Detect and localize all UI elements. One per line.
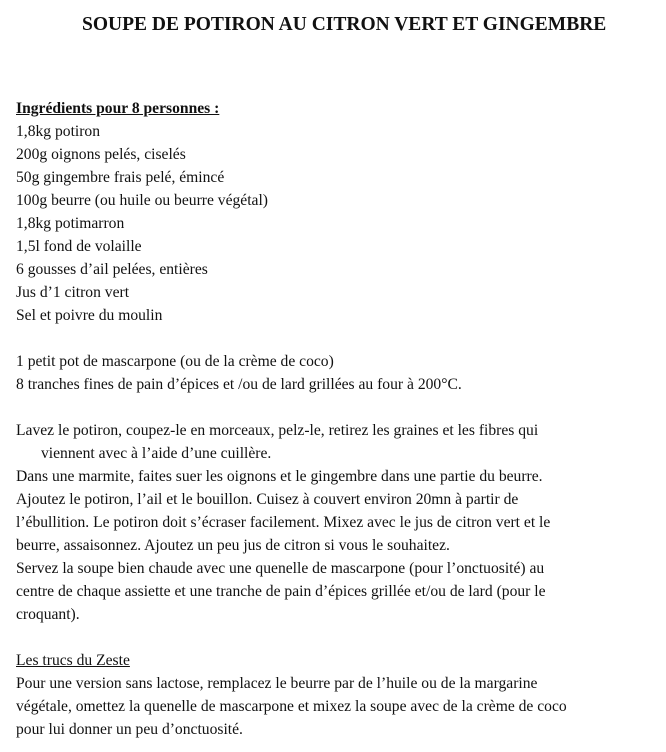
- ingredient-extra: 1 petit pot de mascarpone (ou de la crème de coco): [16, 353, 334, 370]
- ingredients-heading-line: [16, 97, 656, 120]
- instruction-line: Dans une marmite, faites suer les oignons et le gingembre dans une partie du beurre.: [16, 468, 543, 485]
- instruction-line: Servez la soupe bien chaude avec une quenelle de mascarpone (pour l’onctuosité) au: [16, 560, 545, 577]
- instruction-line: l’ébullition. Le potiron doit s’écraser facilement. Mixez avec le jus de citron vert et le: [16, 514, 551, 531]
- ingredient-item: 1,8kg potimarron: [16, 215, 125, 232]
- tip-line: végétale, omettez la quenelle de mascarpone et mixez la soupe avec de la crème de coco: [16, 698, 567, 715]
- tips-heading-line: [16, 649, 656, 672]
- instruction-line: beurre, assaisonnez. Ajoutez un peu jus de citron si vous le souhaitez.: [16, 537, 450, 554]
- spacer: [16, 327, 656, 350]
- ingredient-item: 1,8kg potiron: [16, 123, 101, 140]
- spacer: [16, 396, 656, 419]
- ingredient-item: Jus d’1 citron vert: [16, 284, 130, 301]
- ingredient-extra: 8 tranches fines de pain d’épices et /ou de lard grillées au four à 200°C.: [16, 376, 462, 393]
- instruction-line: centre de chaque assiette et une tranche de pain d’épices grillée et/ou de lard (pour le: [16, 583, 546, 600]
- tip-line: Pour une version sans lactose, remplacez le beurre par de l’huile ou de la margarine: [16, 675, 538, 692]
- instruction-line: Ajoutez le potiron, l’ail et le bouillon. Cuisez à couvert environ 20mn à partir de: [16, 491, 519, 508]
- instruction-line: Lavez le potiron, coupez-le en morceaux, pelz-le, retirez les graines et les fibres qui: [16, 422, 539, 439]
- tips-heading: Les trucs du Zeste: [16, 652, 130, 669]
- recipe-title: SOUPE DE POTIRON AU CITRON VERT ET GINGEMBRE: [82, 14, 607, 35]
- ingredient-item: 50g gingembre frais pelé, émincé: [16, 169, 225, 186]
- instruction-line: croquant).: [16, 606, 80, 623]
- ingredient-item: Sel et poivre du moulin: [16, 307, 163, 324]
- ingredient-item: 6 gousses d’ail pelées, entières: [16, 261, 208, 278]
- recipe-body: [16, 97, 656, 741]
- ingredients-heading: Ingrédients pour 8 personnes :: [16, 100, 220, 117]
- spacer: [16, 626, 656, 649]
- tip-line: pour lui donner un peu d’onctuosité.: [16, 721, 243, 738]
- ingredient-item: 100g beurre (ou huile ou beurre végétal): [16, 192, 268, 209]
- instruction-line: viennent avec à l’aide d’une cuillère.: [41, 445, 272, 462]
- ingredient-item: 200g oignons pelés, ciselés: [16, 146, 186, 163]
- ingredient-item: 1,5l fond de volaille: [16, 238, 142, 255]
